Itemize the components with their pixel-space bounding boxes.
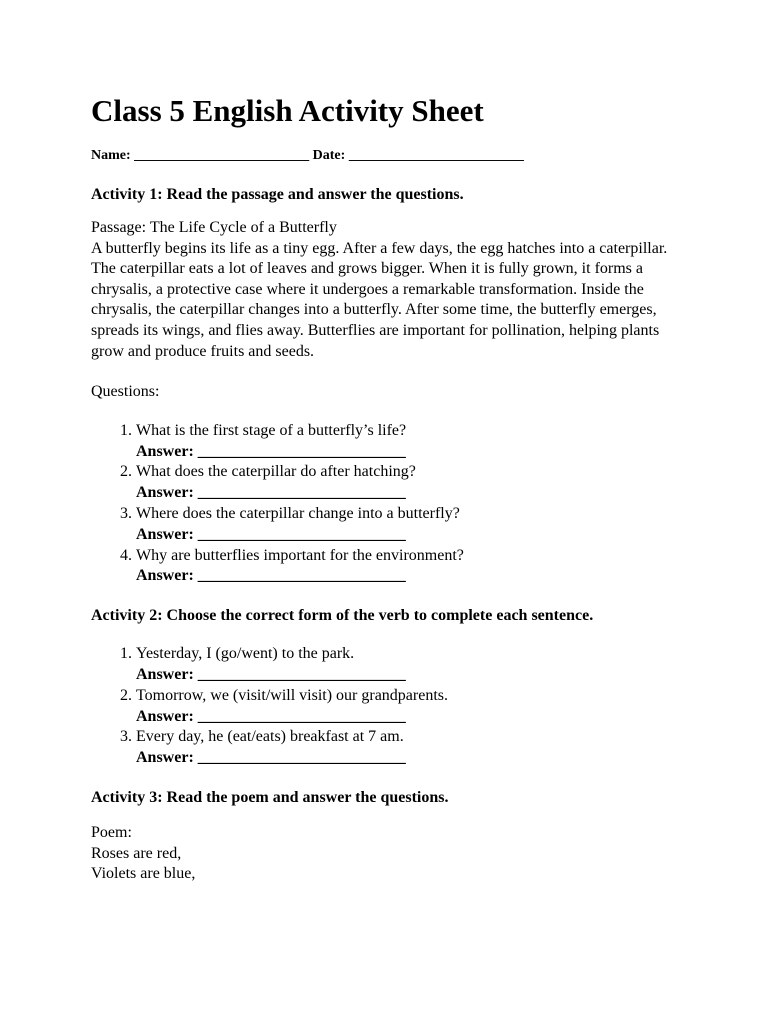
list-item — [136, 686, 691, 728]
verb-list — [91, 644, 691, 769]
answer-blank: __________________________ — [197, 525, 406, 543]
answer-label: Answer: — [136, 665, 194, 683]
answer-label: Answer: — [136, 567, 194, 585]
passage-body: A butterfly begins its life as a tiny egg. After a few days, the egg hatches into a caterpillar. The caterpillar eats a lot of leaves and grows bigger. When it is fully grown, it forms a chrysalis, a protective case where it undergoes a remarkable transformation. Inside the chrysalis, the caterpillar changes into a butterfly. After some time, the butterfly emerges, spreads its wings, and flies away. Butterflies are important for pollination, helping plants grow and produce fruits and seeds. — [91, 239, 668, 360]
answer-label: Answer: — [136, 484, 194, 502]
sentence-text: Every day, he (eat/eats) breakfast at 7 am. — [136, 728, 404, 746]
question-text: What does the caterpillar do after hatching? — [136, 463, 416, 481]
answer-label: Answer: — [136, 525, 194, 543]
list-item — [136, 462, 691, 504]
answer-blank: __________________________ — [197, 442, 406, 460]
question-list — [91, 421, 691, 587]
name-date-line — [91, 147, 691, 165]
list-item — [136, 644, 691, 686]
activity-sheet — [91, 93, 691, 885]
list-item — [136, 546, 691, 588]
passage — [91, 218, 691, 362]
poem — [91, 823, 691, 885]
name-label: Name: — [91, 148, 131, 163]
answer-blank: __________________________ — [197, 665, 406, 683]
date-label: Date: — [312, 148, 346, 163]
list-item — [136, 421, 691, 463]
question-text: Where does the caterpillar change into a butterfly? — [136, 504, 460, 522]
date-blank: _________________________ — [348, 148, 524, 163]
answer-label: Answer: — [136, 442, 194, 460]
sentence-text: Yesterday, I (go/went) to the park. — [136, 645, 355, 663]
list-item — [136, 504, 691, 546]
questions-label: Questions: — [91, 383, 160, 401]
activity2-heading: Activity 2: Choose the correct form of the verb to complete each sentence. — [91, 607, 594, 625]
poem-line: Violets are blue, — [91, 865, 196, 883]
poem-line: Roses are red, — [91, 844, 182, 862]
name-blank: _________________________ — [134, 148, 310, 163]
sentence-text: Tomorrow, we (visit/will visit) our grandparents. — [136, 686, 449, 704]
answer-label: Answer: — [136, 749, 194, 767]
list-item — [136, 727, 691, 769]
passage-title: Passage: The Life Cycle of a Butterfly — [91, 219, 337, 236]
answer-blank: __________________________ — [197, 707, 406, 725]
activity3-heading: Activity 3: Read the poem and answer the questions. — [91, 788, 449, 806]
question-text: Why are butterflies important for the environment? — [136, 546, 464, 564]
answer-label: Answer: — [136, 707, 194, 725]
question-text: What is the first stage of a butterfly’s life? — [136, 421, 407, 439]
answer-blank: __________________________ — [197, 567, 406, 585]
answer-blank: __________________________ — [197, 749, 406, 767]
poem-label: Poem: — [91, 823, 132, 841]
answer-blank: __________________________ — [197, 484, 406, 502]
activity1-heading: Activity 1: Read the passage and answer the questions. — [91, 186, 464, 203]
page-title: Class 5 English Activity Sheet — [91, 93, 484, 128]
